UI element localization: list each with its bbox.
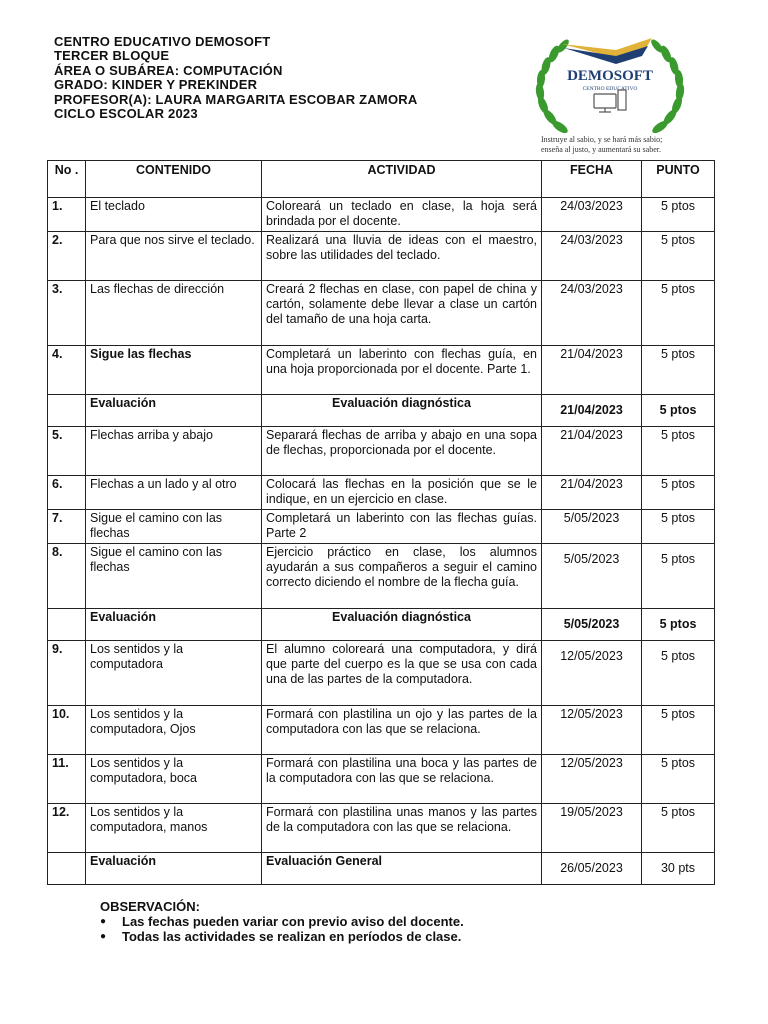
row-number: 4. xyxy=(48,346,86,395)
activity-table xyxy=(47,160,715,885)
row-contenido: El teclado xyxy=(86,198,262,232)
row-actividad: Completará un laberinto con flechas guía, en una hoja proporcionada por el docente. Parte 1. xyxy=(262,346,542,395)
row-contenido: Flechas arriba y abajo xyxy=(86,427,262,476)
row-actividad: Ejercicio práctico en clase, los alumnos ayudarán a sus compañeros a seguir el camino correcto diciendo el nombre de la flecha guía. xyxy=(262,544,542,609)
row-punto: 5 ptos xyxy=(642,755,715,804)
row-contenido: Sigue el camino con las flechas xyxy=(86,510,262,544)
row-fecha: 24/03/2023 xyxy=(542,232,642,281)
row-actividad: Evaluación General xyxy=(262,853,542,885)
row-number: 10. xyxy=(48,706,86,755)
row-contenido: Los sentidos y la computadora, manos xyxy=(86,804,262,853)
row-actividad: Creará 2 flechas en clase, con papel de china y cartón, solamente debe llevar a clase un cartón del tamaño de una hoja carta. xyxy=(262,281,542,346)
row-fecha: 21/04/2023 xyxy=(542,346,642,395)
logo-name: DEMOSOFT xyxy=(567,68,653,84)
table-row xyxy=(48,346,715,395)
row-punto: 5 ptos xyxy=(642,198,715,232)
computer-icon xyxy=(594,90,626,112)
row-actividad: Coloreará un teclado en clase, la hoja será brindada por el docente. xyxy=(262,198,542,232)
row-contenido: Sigue las flechas xyxy=(86,346,262,395)
area-label: ÁREA O SUBÁREA: COMPUTACIÓN xyxy=(54,62,283,78)
row-number: 2. xyxy=(48,232,86,281)
grade-label: GRADO: KINDER Y PREKINDER xyxy=(54,77,258,93)
row-number: 8. xyxy=(48,544,86,609)
row-punto: 5 ptos xyxy=(642,510,715,544)
teacher-label: PROFESOR(A): LAURA MARGARITA ESCOBAR ZAMORA xyxy=(54,91,418,107)
row-number: 12. xyxy=(48,804,86,853)
row-actividad: Separará flechas de arriba y abajo en una sopa de flechas, proporcionada por el docente. xyxy=(262,427,542,476)
row-punto: 5 ptos xyxy=(642,281,715,346)
row-punto: 5 ptos xyxy=(642,706,715,755)
row-contenido: Las flechas de dirección xyxy=(86,281,262,346)
col-header-contenido: CONTENIDO xyxy=(86,161,262,198)
row-number: 11. xyxy=(48,755,86,804)
table-row xyxy=(48,427,715,476)
row-fecha: 12/05/2023 xyxy=(542,755,642,804)
row-contenido: Para que nos sirve el teclado. xyxy=(86,232,262,281)
row-punto: 5 ptos xyxy=(642,395,715,427)
row-punto: 5 ptos xyxy=(642,609,715,641)
row-actividad: El alumno coloreará una computadora, y dirá que parte del cuerpo es la que se usa con cada una de las partes de la computadora. xyxy=(262,641,542,706)
table-row xyxy=(48,510,715,544)
table-header-row xyxy=(48,161,715,198)
row-contenido: Flechas a un lado y al otro xyxy=(86,476,262,510)
row-contenido: Evaluación xyxy=(86,395,262,427)
observations-title: OBSERVACIÓN: xyxy=(100,899,200,914)
list-item: ● Las fechas pueden variar con previo aviso del docente. xyxy=(100,914,464,929)
block-label: TERCER BLOQUE xyxy=(54,48,170,64)
row-number: 7. xyxy=(48,510,86,544)
row-actividad: Formará con plastilina unas manos y las partes de la computadora con las que se relaciona. xyxy=(262,804,542,853)
book-icon xyxy=(562,38,652,64)
observations xyxy=(100,899,464,944)
row-punto: 5 ptos xyxy=(642,544,715,609)
row-number: 5. xyxy=(48,427,86,476)
row-punto: 5 ptos xyxy=(642,232,715,281)
table-row xyxy=(48,755,715,804)
row-punto: 30 pts xyxy=(642,853,715,885)
year-label: CICLO ESCOLAR 2023 xyxy=(54,106,198,122)
row-actividad: Completará un laberinto con las flechas guías. Parte 2 xyxy=(262,510,542,544)
row-punto: 5 ptos xyxy=(642,804,715,853)
bullet-icon: ● xyxy=(100,916,107,927)
row-contenido: Evaluación xyxy=(86,609,262,641)
row-actividad: Evaluación diagnóstica xyxy=(262,395,542,427)
row-number xyxy=(48,609,86,641)
row-actividad: Formará con plastilina un ojo y las partes de la computadora con las que se relaciona. xyxy=(262,706,542,755)
row-contenido: Los sentidos y la computadora xyxy=(86,641,262,706)
row-fecha: 5/05/2023 xyxy=(542,510,642,544)
row-fecha: 12/05/2023 xyxy=(542,641,642,706)
row-number xyxy=(48,395,86,427)
row-actividad: Evaluación diagnóstica xyxy=(262,609,542,641)
row-contenido: Los sentidos y la computadora, boca xyxy=(86,755,262,804)
row-fecha: 24/03/2023 xyxy=(542,198,642,232)
row-fecha: 12/05/2023 xyxy=(542,706,642,755)
row-actividad: Colocará las flechas en la posición que se le indique, en un ejercicio en clase. xyxy=(262,476,542,510)
row-fecha: 26/05/2023 xyxy=(542,853,642,885)
row-fecha: 5/05/2023 xyxy=(542,544,642,609)
row-actividad: Formará con plastilina una boca y las partes de la computadora con las que se relaciona. xyxy=(262,755,542,804)
row-number: 9. xyxy=(48,641,86,706)
logo-motto: Instruye al sabio, y se hará más sabio; enseña al justo, y aumentará su saber. xyxy=(541,135,663,154)
table-row xyxy=(48,544,715,609)
school-name: CENTRO EDUCATIVO DEMOSOFT xyxy=(54,34,271,49)
row-punto: 5 ptos xyxy=(642,346,715,395)
table-row xyxy=(48,476,715,510)
logo-subtitle: CENTRO EDUCATIVO xyxy=(582,86,638,92)
table-row xyxy=(48,641,715,706)
row-punto: 5 ptos xyxy=(642,476,715,510)
row-fecha: 21/04/2023 xyxy=(542,476,642,510)
row-number: 6. xyxy=(48,476,86,510)
table-row xyxy=(48,706,715,755)
document-header xyxy=(54,35,417,121)
row-fecha: 24/03/2023 xyxy=(542,281,642,346)
row-number: 3. xyxy=(48,281,86,346)
evaluation-row xyxy=(48,609,715,641)
row-contenido: Los sentidos y la computadora, Ojos xyxy=(86,706,262,755)
row-fecha: 21/04/2023 xyxy=(542,427,642,476)
list-item: ● Todas las actividades se realizan en períodos de clase. xyxy=(100,929,462,944)
bullet-icon: ● xyxy=(100,931,107,942)
table-row xyxy=(48,232,715,281)
table-row xyxy=(48,281,715,346)
evaluation-row xyxy=(48,853,715,885)
row-contenido: Evaluación xyxy=(86,853,262,885)
row-punto: 5 ptos xyxy=(642,427,715,476)
row-number: 1. xyxy=(48,198,86,232)
col-header-actividad: ACTIVIDAD xyxy=(262,161,542,198)
col-header-punto: PUNTO xyxy=(642,161,715,198)
observations-list xyxy=(100,914,464,944)
table-row xyxy=(48,804,715,853)
col-header-no: No . xyxy=(48,161,86,198)
row-fecha: 19/05/2023 xyxy=(542,804,642,853)
col-header-fecha: FECHA xyxy=(542,161,642,198)
row-punto: 5 ptos xyxy=(642,641,715,706)
table-row xyxy=(48,198,715,232)
row-fecha: 21/04/2023 xyxy=(542,395,642,427)
row-number xyxy=(48,853,86,885)
row-actividad: Realizará una lluvia de ideas con el maestro, sobre las utilidades del teclado. xyxy=(262,232,542,281)
row-contenido: Sigue el camino con las flechas xyxy=(86,544,262,609)
row-fecha: 5/05/2023 xyxy=(542,609,642,641)
evaluation-row xyxy=(48,395,715,427)
